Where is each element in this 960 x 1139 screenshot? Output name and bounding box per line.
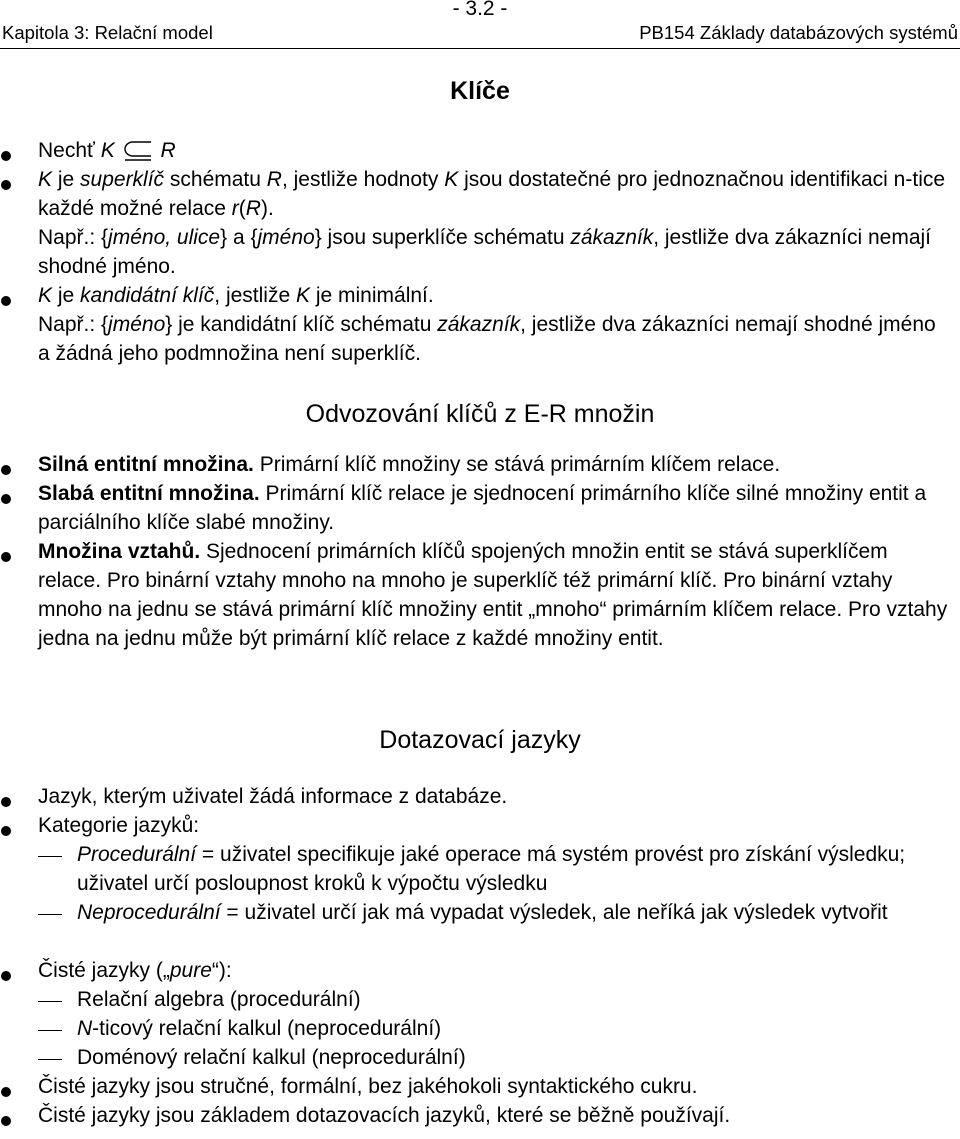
bullet-icon (1, 296, 11, 306)
list-item: Jazyk, kterým uživatel žádá informace z databáze. (38, 785, 508, 808)
list-item: Čisté jazyky jsou základem dotazovacích jazyků, které se běžně používají. (38, 1104, 731, 1127)
page-number: - 3.2 - (452, 0, 508, 20)
bullet-icon (1, 465, 11, 475)
bullet-icon (1, 1116, 11, 1126)
list-item: Silná entitní množina. Primární klíč množiny se stává primárním klíčem relace. (38, 453, 781, 476)
bullet-icon (1, 1087, 11, 1097)
list-item: Množina vztahů. Sjednocení primárních klíčů spojených množin entit se stává superklíčem relace. Pro binární vztahy mnoho na mnoho je superklíč též primární klíč. Pro binární vztahy mnoho na jednu se stává primární klíč množiny entit „mnoho“ primárním klíčem relace. Pro vztahy jedna na jednu může být primární klíč relace z každé množiny entit. (38, 540, 948, 650)
sub-list-item: N-ticový relační kalkul (neprocedurální) (77, 1017, 442, 1040)
list-item: K je superklíč schématu R, jestliže hodnoty K jsou dostatečné pro jednoznačnou identifikaci n-tice každé možné relace r(R). (38, 168, 946, 220)
sub-list-item: Doménový relační kalkul (neprocedurální) (77, 1046, 466, 1069)
dash-icon (38, 1030, 62, 1031)
dash-icon (38, 1059, 62, 1060)
list-item: Slabá entitní množina. Primární klíč relace je sjednocení primárního klíče silné množiny entit a parciálního klíče slabé množiny. (38, 482, 927, 534)
bullet-icon (1, 971, 11, 981)
bullet-icon (1, 494, 11, 504)
list-item: Např.: {jméno} je kandidátní klíč schématu zákazník, jestliže dva zákazníci nemají shodné jméno a žádná jeho podmnožina není superklíč. (38, 313, 936, 365)
bullet-icon (1, 797, 11, 807)
list-item: Čisté jazyky („pure“): (38, 959, 232, 982)
bullet-icon (1, 826, 11, 836)
list-item: Kategorie jazyků: (38, 814, 200, 837)
bullet-icon (1, 552, 11, 562)
subset-icon (121, 139, 155, 161)
bullet-icon (1, 151, 11, 161)
dash-icon (38, 1001, 62, 1002)
list-item: Čisté jazyky jsou stručné, formální, bez jakéhokoli syntaktického cukru. (38, 1075, 698, 1098)
list-item: Nechť K R (38, 139, 176, 162)
sub-list-item: Relační algebra (procedurální) (77, 988, 361, 1011)
section-title-query-languages: Dotazovací jazyky (379, 726, 581, 754)
chapter-header: Kapitola 3: Relační model (2, 22, 213, 43)
list-item: Např.: {jméno, ulice} a {jméno} jsou superklíče schématu zákazník, jestliže dva zákazníci nemají shodné jméno. (38, 226, 932, 278)
header-rule (0, 48, 960, 49)
course-header: PB154 Základy databázových systémů (639, 22, 958, 43)
section-title-keys: Klíče (450, 77, 510, 105)
sub-list-item: Neprocedurální = uživatel určí jak má vypadat výsledek, ale neříká jak výsledek vytvořit (77, 901, 888, 924)
bullet-icon (1, 180, 11, 190)
dash-icon (38, 856, 62, 857)
sub-list-item: Procedurální = uživatel specifikuje jaké operace má systém provést pro získání výsledku; uživatel určí posloupnost kroků k výpočtu výsledku (77, 843, 906, 895)
section-title-er-keys: Odvozování klíčů z E-R množin (305, 400, 655, 428)
list-item: K je kandidátní klíč, jestliže K je minimální. (38, 284, 434, 307)
dash-icon (38, 914, 62, 915)
